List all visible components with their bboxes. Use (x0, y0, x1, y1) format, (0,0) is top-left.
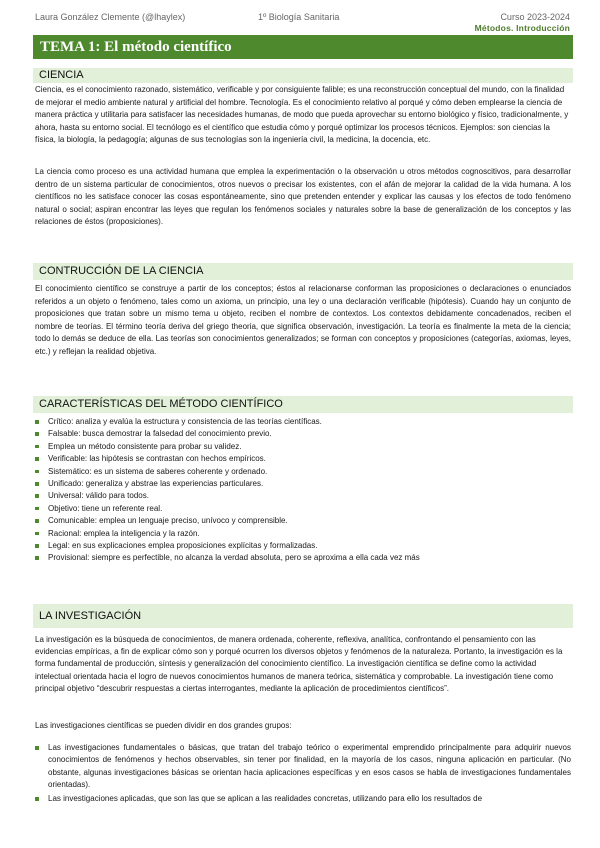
bullet-square-icon (35, 519, 39, 523)
ciencia-paragraph-2: La ciencia como proceso es una actividad humana que emplea la experimentación o la observación u otros métodos cognoscitivos, para desarrollar dentro de un sistema particular de conocimientos, otros nuevos o precisar los existentes, con el afán de mejorar la calidad de la vida humana. A los científicos no les satisface conocer las cosas espontáneamente, sino que pretenden entender y explicar las causas y los efectos de todo fenómeno natural o social; aspiran encontrar las leyes que regulan los fenómenos sociales y naturales sobre la base de generalización de los conceptos y las relaciones de éstos (proposiciones). (35, 167, 571, 226)
investigacion-paragraph-2: Las investigaciones científicas se pueden dividir en dos grandes grupos: (35, 721, 292, 730)
bullet-square-icon (35, 432, 39, 436)
list-item: Unificado: generaliza y abstrae las experiencias particulares. (35, 478, 571, 490)
bullet-square-icon (35, 507, 39, 511)
list-item: Emplea un método consistente para probar su validez. (35, 441, 571, 453)
page-title: TEMA 1: El método científico (33, 35, 573, 59)
list-item: Comunicable: emplea un lenguaje preciso, unívoco y comprensible. (35, 515, 571, 527)
list-item: Universal: válido para todos. (35, 490, 571, 502)
section-heading-ciencia: CIENCIA (33, 68, 573, 83)
bullet-square-icon (35, 556, 39, 560)
bullet-square-icon (35, 445, 39, 449)
list-item: Provisional: siempre es perfectible, no alcanza la verdad absoluta, pero se aproxima a ella cada vez más (35, 552, 571, 564)
section-heading-investigacion: LA INVESTIGACIÓN (33, 604, 573, 628)
caracteristicas-list (35, 416, 571, 565)
bullet-square-icon (35, 470, 39, 474)
construccion-paragraph: El conocimiento científico se construye a partir de los conceptos; éstos al relacionarse conforman las proposiciones o declaraciones o enunciados referidos a un objeto o fenómeno, tales como un axioma, un principio, una ley o una declaración verificable (hipótesis). Cuando hay un conjunto de proposiciones que tratan sobre un mismo tema u objeto, reciben el nombre de contextos. Los contextos debidamente concadenados, reciben el nombre de teorías. El término teoría deriva del griego theoria, que significa observación, investigación. La teoría es finalmente la meta de la ciencia; todo lo demás se deduce de ella. Las teorías son conocimientos generalizados; se forman con conceptos y proposiciones (categorías, axiomas, leyes, etc.) y reflejan la realidad objetiva. (35, 284, 571, 356)
section-heading-caracteristicas: CARACTERÍSTICAS DEL MÉTODO CIENTÍFICO (33, 396, 573, 413)
bullet-square-icon (35, 746, 39, 750)
list-item: Racional: emplea la inteligencia y la razón. (35, 528, 571, 540)
header-year: Curso 2023-2024 (500, 12, 570, 22)
list-item: Verificable: las hipótesis se contrastan con hechos empíricos. (35, 453, 571, 465)
bullet-square-icon (35, 420, 39, 424)
bullet-square-icon (35, 797, 39, 801)
list-item: Las investigaciones aplicadas, que son las que se aplican a las realidades concretas, utilizando para ello los resultados de (35, 793, 571, 805)
header-course: 1º Biología Sanitaria (258, 12, 340, 22)
bullet-square-icon (35, 457, 39, 461)
bullet-square-icon (35, 482, 39, 486)
investigacion-list (35, 742, 571, 805)
investigacion-paragraph-1: La investigación es la búsqueda de conocimientos, de manera ordenada, coherente, reflexiva, analítica, confrontando el pensamiento con las evidencias empíricas, a fin de explicar cómo son y porqué ocurren los diversos objetos y fenómenos de la naturaleza. Portanto, la investigación es la forma fundamental de producción, síntesis y generalización del conocimiento científico. La investigación científica se define como la actividad intelectual orientada hacia el logro de nuevos conocimientos humanos de manera teórica, sistemática y comprobable. La investigación tiene como principal objetivo “descubrir respuestas a ciertas interrogantes, mediante la aplicación de procedimientos científicos”. (35, 635, 563, 693)
list-item: Las investigaciones fundamentales o básicas, que tratan del trabajo teórico o experimental emprendido principalmente para adquirir nuevos conocimientos de fenómenos y hechos observables, sin tener por finalidad, en la mayoría de los casos, ninguna aplicación en particular. (No obstante, algunas investigaciones básicas se orientan hacia aplicaciones específicas y en esos casos se habla de investigaciones fundamentales orientadas). (35, 742, 571, 791)
list-item: Sistemático: es un sistema de saberes coherente y ordenado. (35, 466, 571, 478)
list-item: Objetivo: tiene un referente real. (35, 503, 571, 515)
section-heading-construccion: CONTRUCCIÓN DE LA CIENCIA (33, 263, 573, 280)
bullet-square-icon (35, 532, 39, 536)
list-item: Falsable: busca demostrar la falsedad del conocimiento previo. (35, 428, 571, 440)
page-header (35, 10, 570, 34)
bullet-square-icon (35, 544, 39, 548)
bullet-square-icon (35, 494, 39, 498)
ciencia-paragraph-1: Ciencia, es el conocimiento razonado, sistemático, verificable y por consiguiente falible; es una reconstrucción conceptual del mundo, con la finalidad de mejorar el medio ambiente natural y artificial del hombre. Tecnología. Es el conocimiento relativo al porqué y cómo deben emplearse la ciencia de manera práctica y utilitaria para satisfacer las necesidades humanas, de modo que pueda aprovechar su entorno biológico y físico, tradicionalmente, y ahora, hasta su entorno social. El tecnólogo es el científico que estudia cómo y porqué optimizar los procesos técnicos. Ejemplos: son ciencias la física, la biología, la pedagogía; algunas de sus tecnologías son la ingeniería civil, la medicina, la docencia, etc. (35, 85, 569, 144)
list-item: Legal: en sus explicaciones emplea proposiciones explícitas y formalizadas. (35, 540, 571, 552)
list-item: Crítico: analiza y evalúa la estructura y consistencia de las teorías científicas. (35, 416, 571, 428)
header-section: Métodos. Introducción (474, 23, 570, 33)
header-author: Laura González Clemente (@lhaylex) (35, 12, 186, 22)
